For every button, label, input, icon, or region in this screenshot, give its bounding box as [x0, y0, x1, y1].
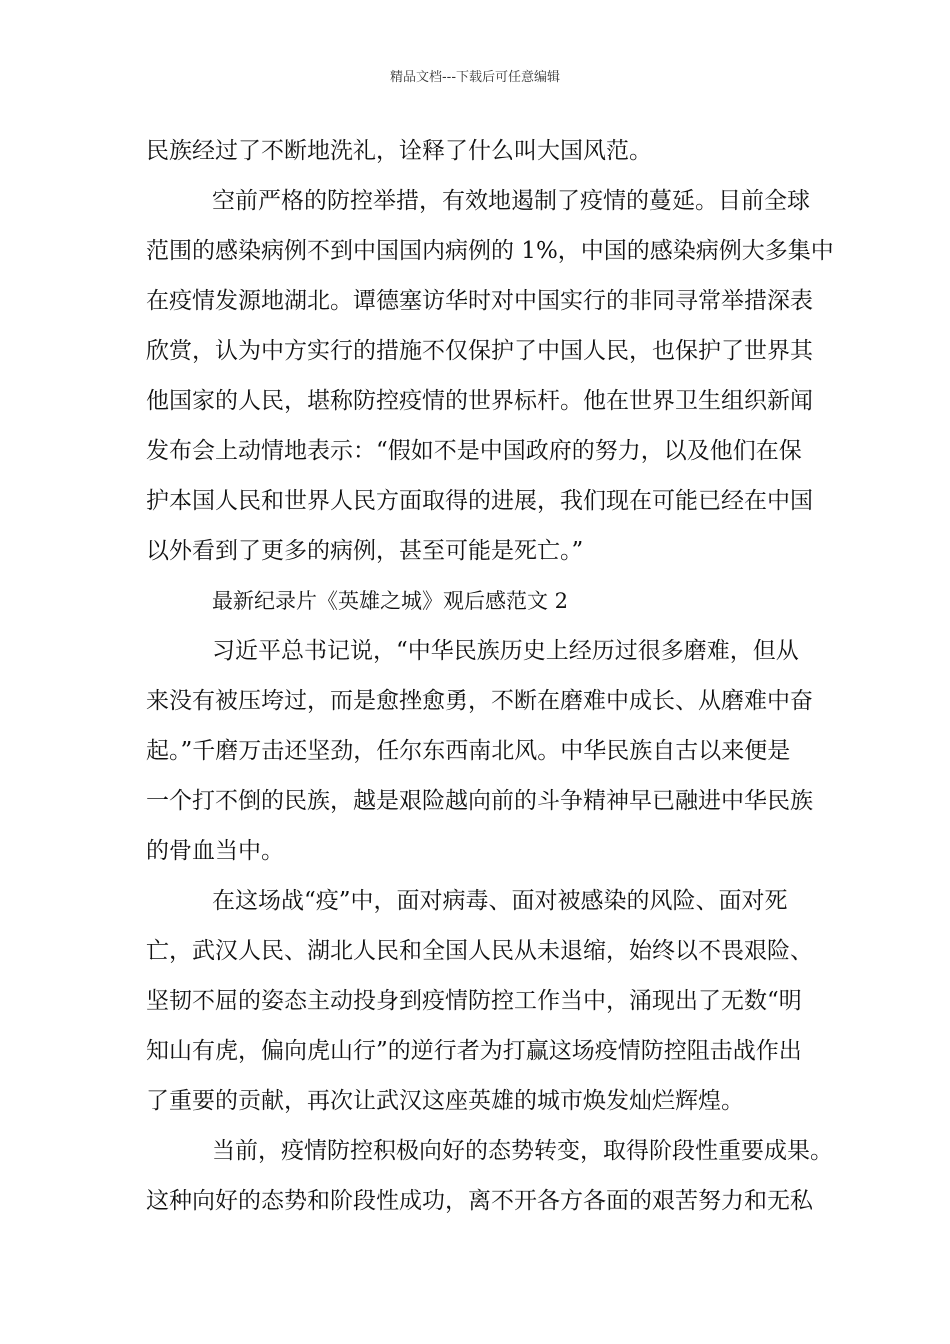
text-line: 范围的感染病例不到中国国内病例的 1%，中国的感染病例大多集中 [146, 238, 834, 264]
text-line: 民族经过了不断地洗礼，诠释了什么叫大国风范。 [146, 138, 652, 164]
text-line: 在疫情发源地湖北。谭德塞访华时对中国实行的非同寻常举措深表 [146, 288, 813, 314]
text-line: 他国家的人民，堪称防控疫情的世界标杆。他在世界卫生组织新闻 [146, 388, 813, 414]
page-header: 精品文档---下载后可任意编辑 [389, 70, 561, 85]
text-line: 亡，武汉人民、湖北人民和全国人民从未退缩，始终以不畏艰险、 [146, 938, 813, 964]
text-line: 欣赏，认为中方实行的措施不仅保护了中国人民，也保护了世界其 [146, 338, 813, 364]
text-line: 起。”千磨万击还坚劲，任尔东西南北风。中华民族自古以来便是 [146, 738, 791, 764]
text-line: 在这场战“疫”中，面对病毒、面对被感染的风险、面对死 [212, 888, 788, 914]
text-line: 的骨血当中。 [146, 838, 284, 864]
text-line: 空前严格的防控举措，有效地遏制了疫情的蔓延。目前全球 [212, 188, 810, 214]
text-line: 了重要的贡献，再次让武汉这座英雄的城市焕发灿烂辉煌。 [146, 1088, 744, 1114]
text-line: 知山有虎，偏向虎山行”的逆行者为打赢这场疫情防控阻击战作出 [146, 1038, 802, 1064]
text-line: 来没有被压垮过，而是愈挫愈勇，不断在磨难中成长、从磨难中奋 [146, 688, 813, 714]
text-line: 当前，疫情防控积极向好的态势转变，取得阶段性重要成果。 [212, 1138, 833, 1164]
section-heading: 最新纪录片《英雄之城》观后感范文 2 [212, 589, 569, 613]
text-line: 坚韧不屈的姿态主动投身到疫情防控工作当中，涌现出了无数“明 [146, 988, 802, 1014]
text-line: 习近平总书记说，“中华民族历史上经历过很多磨难，但从 [212, 638, 799, 664]
text-line: 这种向好的态势和阶段性成功，离不开各方各面的艰苦努力和无私 [146, 1188, 813, 1214]
text-line: 一个打不倒的民族，越是艰险越向前的斗争精神早已融进中华民族 [146, 788, 813, 814]
text-line: 护本国人民和世界人民方面取得的进展，我们现在可能已经在中国 [146, 488, 813, 514]
text-line: 以外看到了更多的病例，甚至可能是死亡。” [146, 538, 584, 564]
text-line: 发布会上动情地表示：“假如不是中国政府的努力，以及他们在保 [146, 438, 802, 464]
